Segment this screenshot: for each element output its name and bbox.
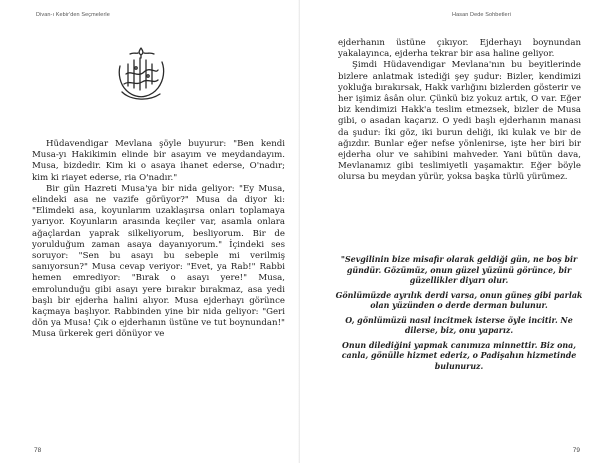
quote-line: Onun dilediğini yapmak canımıza minnettir. Biz ona, canla, gönülle hizmet ederiz, o Padişahın hizmetinde bulunuruz. [341,340,577,371]
paragraph: ejderhanın üstüne çıkıyor. Ejderhayı boynundan yakalayınca, ejderha tekrar bir asa haline geliyor. [338,38,581,60]
right-body-text [338,38,581,184]
paragraph: Hüdavendigar Mevlana şöyle buyurur: "Ben kendi Musa-yı Hakikimin elinde bir asayım ve meydandayım. Musa, bizdedir. Kim ki o asaya ihanet ederse, O'nadır; kim ki riayet ederse, ria O'nadır." [32,139,285,183]
quote-line: "Sevgilinin bize misafir olarak geldiği gün, ne boş bir gündür. Gözümüz, onun güzel yüzünü görünce, bir güzellikler diyarı olur. [340,255,578,285]
right-page-number: 79 [572,447,580,454]
calligraphy-emblem-icon [108,44,174,104]
left-page-number: 78 [34,447,42,454]
quote-line: Gönlümüzde ayrılık derdi varsa, onun güneş gibi parlak olan yüzünden o derde derman bulunur. [335,290,583,310]
left-body-text [32,139,285,341]
paragraph: Bir gün Hazreti Musa'ya bir nida geliyor: "Ey Musa, elindeki asa ne vazife görüyor?" Musa da diyor ki: "Elimdeki asa, koyunlarım uzaklaşırsa onları toplamaya yarıyor. Koyunların arasında keçiler var, asamla onlara ağaçlardan yaprak silkeliyorum, besliyorum. Bir de yorulduğum zaman asaya dayanıyorum." İçindeki ses soruyor: "Sen bu asayı bu sebeple mi verilmiş sanıyorsun?" Musa cevap veriyor: "Evet, ya Rab!" Rabbi hemen emrediyor: "Bırak o asayı yere!" Musa, emrolunduğu gibi asayı yere bırakır bırakmaz, asa yedi başlı bir ejderha halini alıyor. Musa ejderhayı görünce kaçmaya başlıyor. Rabbinden yine bir nida geliyor: "Geri dön ya Musa! Çık o ejderhanın üstüne ve tut boynundan!" Musa ürkerek geri dönüyor ve [32,183,285,340]
right-running-head: Hasan Dede Sohbetleri [452,12,511,18]
quote-line: O, gönlümüzü nasıl incitmek isterse öyle incitir. Ne dilerse, biz, onu yaparız. [345,315,573,335]
paragraph: Şimdi Hüdavendigar Mevlana'nın bu beyitlerinde bizlere anlatmak istediği şey şudur: Bizler, kendimizi yokluğa bırakırsak, Hakk varlığını bizlerden gösterir ve her işimiz âsân olur. Çünkü biz yokuz artık, O var. Eğer biz kendimizi Hakk'a teslim etmezsek, bizler de Musa gibi, o asadan kaçarız. O yedi başlı ejderhanın manası da şudur: İki göz, iki burun deliği, iki kulak ve bir de ağızdır. Bunlar eğer nefse yönlenirse, işte her biri bir ejderha olur ve sahibini mahveder. Yani bütün dava, Mevlanamız gibi teslimiyetli yaşamaktır. Eğer böyle olursa bu meydan yürür, yoksa başka türlü yürümez. [338,60,581,183]
left-running-head: Divan-ı Kebir'den Seçmelerle [36,12,110,18]
poem-quote [334,255,584,376]
